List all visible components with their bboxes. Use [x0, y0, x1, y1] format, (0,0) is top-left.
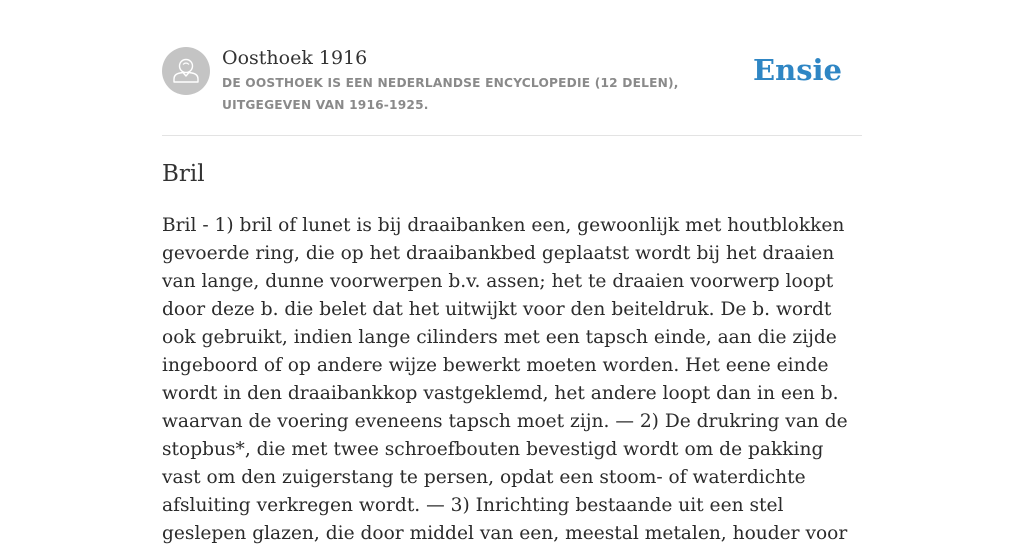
ensie-logo-link[interactable]: Ensie — [753, 53, 842, 87]
entry-body: Bril - 1) bril of lunet is bij draaibanken een, gewoonlijk met houtblokken gevoerde ring, die op het draaibankbed geplaatst wordt bij het draaien van lange, dunne voorwerpen b.v. assen; het te draaien voorwerp loopt door deze b. die belet dat het uitwijkt voor den beiteldruk. De b. wordt ook gebruikt, indien lange cilinders met een tapsch einde, aan die zijde ingeboord of op andere wijze bewerkt moeten worden. Het eene einde wordt in den draaibankkop vastgeklemd, het andere loopt dan in een b. waarvan de voering eveneens tapsch moet zijn. — 2) De drukring van de stopbus*, die met twee schroefbouten bevestigd wordt om de pakking vast om den zuigerstang te persen, opdat een stoom- of waterdichte afsluiting verkregen wordt. — 3) Inrichting bestaande uit een stel geslepen glazen, die door middel van een, meestal metalen, houder voor — [162, 215, 848, 544]
source-avatar[interactable] — [162, 47, 210, 95]
entry-title: Bril — [162, 161, 205, 187]
user-silhouette-icon — [162, 47, 210, 95]
source-header — [162, 46, 862, 136]
header-divider — [162, 135, 862, 136]
source-description: DE OOSTHOEK IS EEN NEDERLANDSE ENCYCLOPEDIE (12 DELEN), UITGEGEVEN VAN 1916-1925. — [222, 76, 679, 112]
source-title[interactable]: Oosthoek 1916 — [222, 47, 368, 69]
